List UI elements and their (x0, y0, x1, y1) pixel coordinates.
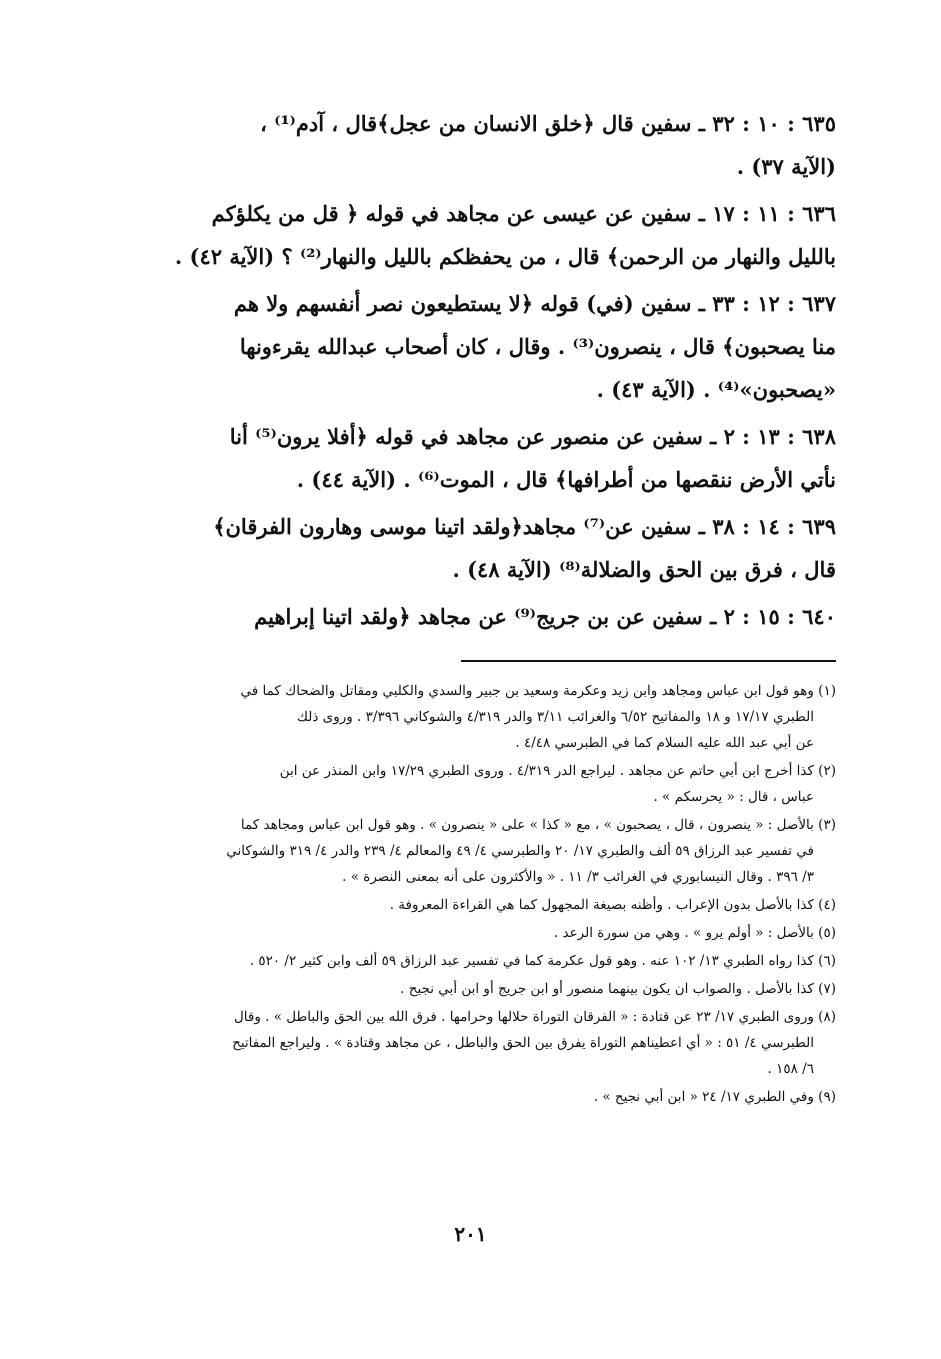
entry-635 (101, 102, 836, 188)
footnote-line: (١) وهو قول ابن عباس ومجاهد وابن زيد وعكرمة وسعيد بن جبير والسدي والكلبي ومقاتل والضحاك كما في (240, 683, 836, 699)
footnote-line: (٣) بالأصل : « ينصرون ، قال ، يصحبون » ، مع « كذا » على « ينصرون » . وهو قول ابن عباس ومجاهد كما (240, 817, 836, 833)
entry-line: قال ، فرق بين الحق والضلالة⁽⁸⁾ (الآية ٤٨) . (452, 557, 836, 582)
footnote-line: (٢) كذا أخرج ابن أبي حاتم عن مجاهد . ليراجع الدر ٤/٣١٩ . وروى الطبري ١٧/٢٩ وابن المنذر عن ابن (279, 763, 836, 779)
footnote-line: (٤) كذا بالأصل بدون الإعراب . وأظنه بصيغة المجهول كما هي القراءة المعروفة . (389, 897, 836, 913)
footnote-9 (101, 1084, 836, 1110)
footnote-line: ٦/ ١٥٨ . (767, 1061, 814, 1077)
footnote-divider (461, 660, 836, 662)
footnotes (101, 678, 836, 1112)
entry-line: بالليل والنهار من الرحمن﴾ قال ، من يحفظكم بالليل والنهار⁽²⁾ ؟ (الآية ٤٢) . (174, 244, 836, 269)
footnote-8 (101, 1004, 836, 1082)
main-text (101, 102, 836, 642)
footnote-line: الطبري ١٧/١٧ و ١٨ والمفاتيح ٦/٥٢ والغرائب ٣/١١ والدر ٤/٣١٩ والشوكاني ٣/٣٩٦ . وروى ذلك (296, 709, 814, 725)
entry-639 (101, 505, 836, 591)
footnote-line: (٦) كذا رواه الطبري ١٣/ ١٠٢ عنه . وهو قول عكرمة كما في تفسير عبد الرزاق ٥٩ ألف وابن كثير ٢/ ٥٢٠ . (249, 953, 836, 969)
footnote-line: عن أبي عبد الله عليه السلام كما في الطبرسي ٤/٤٨ . (515, 735, 814, 751)
footnote-line: (٨) وروى الطبري ١٧/ ٢٣ عن قتادة : « الفرقان التوراة حلالها وحرامها . فرق الله بين الحق والباطل » . وقال (233, 1009, 836, 1025)
entry-line: ٦٣٨ : ١٣ : ٢ ـ سفين عن منصور عن مجاهد في قوله ﴿أفلا يرون⁽⁵⁾ أنا (229, 424, 836, 449)
footnote-line: عباس ، قال : « يحرسكم » . (653, 789, 814, 805)
footnote-line: الطبرسي ٤/ ٥١ : « أي اعطيناهم التوراة يفرق بين الحق والباطل ، عن مجاهد وقتادة » . وليراجع المفاتيح (232, 1035, 814, 1051)
footnote-3 (101, 812, 836, 890)
footnote-line: في تفسير عبد الرزاق ٥٩ ألف والطبري ١٧/ ٢٠ والطبرسي ٤/ ٤٩ والمعالم ٤/ ٢٣٩ والدر ٤/ ٣١٩ والشوكاني (226, 843, 814, 859)
entry-636 (101, 192, 836, 278)
entry-line: «يصحبون»⁽⁴⁾ . (الآية ٤٣) . (596, 377, 836, 402)
footnote-line: (٥) بالأصل : « أولم يرو » . وهي من سورة الرعد . (553, 925, 836, 941)
footnote-line: (٩) وفي الطبري ١٧/ ٢٤ « ابن أبي نجيح » . (593, 1089, 836, 1105)
entry-line: ٦٣٦ : ١١ : ١٧ ـ سفين عن عيسى عن مجاهد في قوله ﴿ قل من يكلؤكم (211, 201, 836, 226)
entry-line: نأتي الأرض ننقصها من أطرافها﴾ قال ، الموت⁽⁶⁾ . (الآية ٤٤) . (296, 467, 836, 492)
entry-line: (الآية ٣٧) . (736, 154, 836, 179)
footnote-5 (101, 920, 836, 946)
footnote-6 (101, 948, 836, 974)
footnote-line: (٧) كذا بالأصل . والصواب ان يكون بينهما منصور أو ابن جريج أو ابن أبي نجيح . (400, 981, 836, 997)
entry-line: ٦٤٠ : ١٥ : ٢ ـ سفين عن بن جريج⁽⁹⁾ عن مجاهد ﴿ولقد اتينا إبراهيم (254, 604, 836, 629)
page-number: ٢٠١ (454, 1222, 487, 1246)
entry-line: منا يصحبون﴾ قال ، ينصرون⁽³⁾ . وقال ، كان أصحاب عبدالله يقرءونها (239, 334, 836, 359)
footnote-line: ٣/ ٣٩٦ . وقال النيسابوري في الغرائب ٣/ ١١ . « والأكثرون على أنه بمعنى النصرة » . (342, 869, 814, 885)
entry-line: ٦٣٩ : ١٤ : ٣٨ ـ سفين عن⁽⁷⁾ مجاهد﴿ولقد اتينا موسى وهارون الفرقان﴾ (213, 514, 836, 539)
footnote-4 (101, 892, 836, 918)
footnote-1 (101, 678, 836, 756)
entry-line: ٦٣٥ : ١٠ : ٣٢ ـ سفين قال ﴿خلق الانسان من عجل﴾قال ، آدم⁽¹⁾ ، (260, 111, 836, 136)
footnote-2 (101, 758, 836, 810)
entry-640 (101, 595, 836, 638)
entry-line: ٦٣٧ : ١٢ : ٣٣ ـ سفين (في) قوله ﴿لا يستطيعون نصر أنفسهم ولا هم (233, 291, 836, 316)
footnote-7 (101, 976, 836, 1002)
entry-638 (101, 415, 836, 501)
entry-637 (101, 282, 836, 411)
